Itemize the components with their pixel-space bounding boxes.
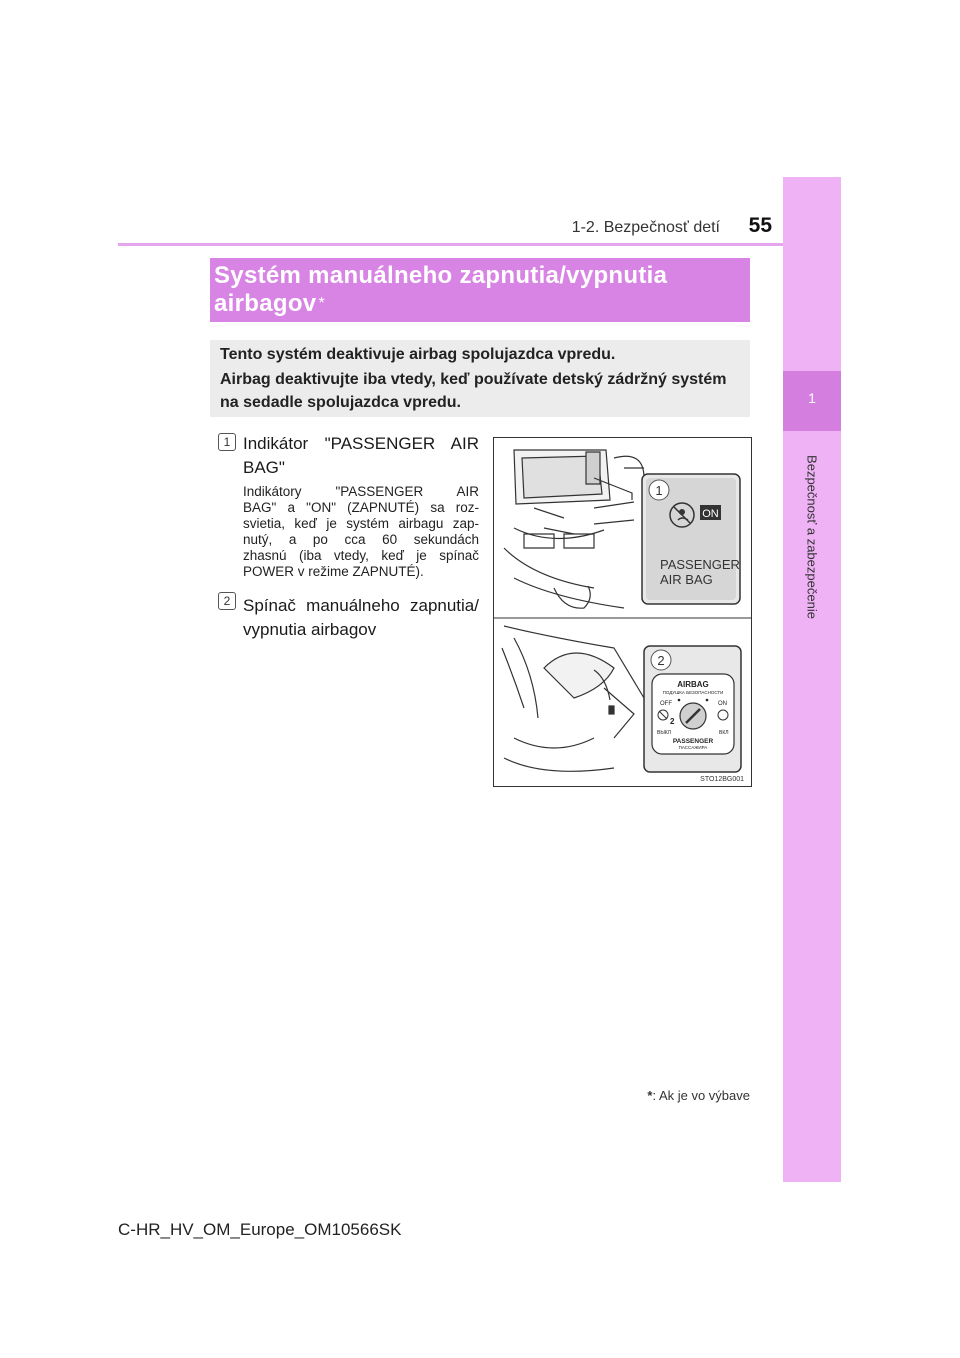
dashboard-figure	[494, 438, 751, 786]
item-2-title-line1: Spínač manuálneho zapnutia/	[243, 596, 479, 615]
item-1-desc-line: Indikátory "PASSENGER AIR	[243, 484, 479, 499]
item-1-title-line1: Indikátor "PASSENGER AIR	[243, 434, 479, 453]
section-title-line2: airbagov	[214, 290, 317, 317]
switch-off-label: OFF	[660, 701, 672, 707]
figure-code: STO12BG001	[700, 776, 744, 783]
indicator-airbag-label: AIR BAG	[660, 572, 713, 587]
footnote-asterisk: *	[647, 1088, 653, 1103]
item-1-desc-line: BAG" a "ON" (ZAPNUTÉ) sa roz-	[243, 500, 479, 515]
chapter-title: Bezpečnosť a zabezpečenie	[804, 455, 820, 619]
page-number: 55	[748, 214, 772, 237]
item-1-description	[243, 484, 479, 580]
callout-2-number: 2	[657, 653, 665, 668]
chapter-side-tab	[783, 177, 841, 1182]
item-1-desc-line: nutý, a po cca 60 sekundách	[243, 532, 479, 547]
switch-digit: 2	[670, 717, 675, 726]
switch-airbag-label: AIRBAG	[677, 680, 709, 689]
item-1-desc-line: POWER v režime ZAPNUTÉ).	[243, 564, 424, 579]
item-2-title-line2: vypnutia airbagov	[243, 620, 377, 639]
section-title-line1: Systém manuálneho zapnutia/vypnutia	[214, 262, 668, 289]
chapter-number: 1	[808, 390, 816, 406]
switch-on-label-ru: ВКЛ	[719, 730, 729, 736]
dashboard-sketch-upper	[504, 450, 644, 608]
switch-passenger-label-ru: ПАССАЖИРА	[678, 745, 708, 750]
intro-line-1: Tento systém deaktivuje airbag spolujazdca vpredu.	[220, 346, 616, 363]
item-number-badge: 2	[218, 592, 236, 610]
item-1-title	[243, 432, 479, 480]
switch-on-label: ON	[718, 701, 727, 707]
switch-off-label-ru: ВЫКЛ	[657, 730, 671, 736]
footnote	[560, 1088, 750, 1103]
section-label: 1-2. Bezpečnosť detí	[571, 219, 720, 236]
dashboard-sketch-lower	[502, 626, 644, 771]
header-rule	[118, 243, 840, 246]
item-1-desc-line: zhasnú (iba vtedy, keď je spínač	[243, 548, 479, 563]
intro-line-3: na sedadle spolujazdca vpredu.	[220, 394, 461, 411]
item-1-desc-line: svietia, keď je systém airbagu zap-	[243, 516, 479, 531]
on-indicator-label: ON	[702, 508, 719, 520]
manual-code: C-HR_HV_OM_Europe_OM10566SK	[118, 1220, 402, 1239]
item-number-badge: 1	[218, 433, 236, 451]
section-title	[214, 262, 744, 318]
footnote-text: : Ak je vo výbave	[652, 1088, 750, 1103]
switch-airbag-label-ru: ПОДУШКА БЕЗОПАСНОСТИ	[662, 690, 724, 695]
switch-passenger-label: PASSENGER	[672, 738, 714, 745]
intro-line-2: Airbag deaktivujte iba vtedy, keď používate detský zádržný systém	[220, 371, 727, 388]
indicator-passenger-label: PASSENGER	[660, 557, 740, 572]
item-2-title	[243, 594, 479, 642]
callout-1-number: 1	[655, 483, 663, 498]
item-1-title-line2: BAG"	[243, 458, 285, 477]
airbag-illustration	[493, 437, 752, 787]
footnote-asterisk: *	[318, 295, 325, 312]
